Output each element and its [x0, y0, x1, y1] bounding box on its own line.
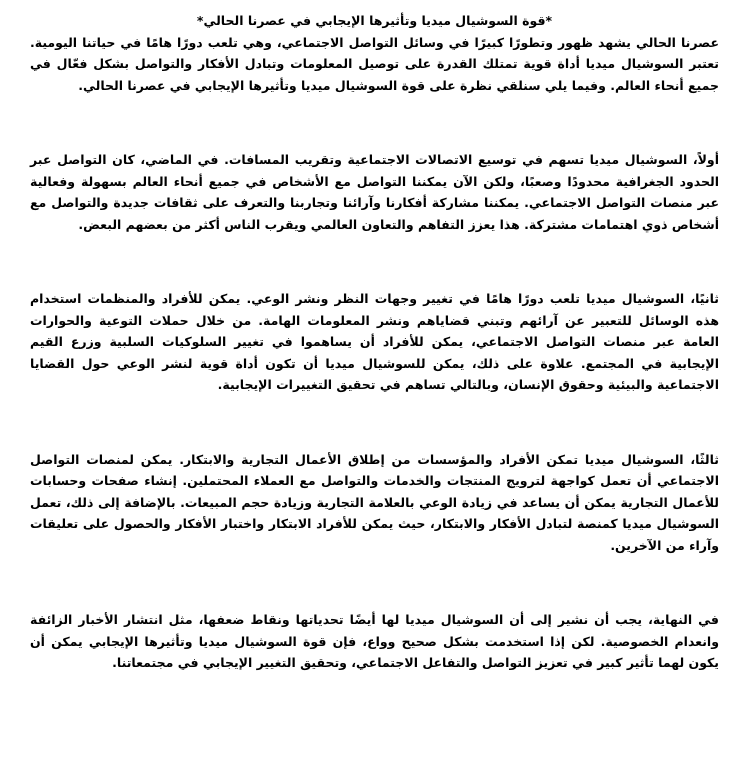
- document-title: *قوة السوشيال ميديا وتأثيرها الإيجابي في عصرنا الحالي*: [196, 13, 553, 28]
- paragraph-first-point: أولاً، السوشيال ميديا تسهم في توسيع الاتصالات الاجتماعية وتقريب المسافات. في الماضي، كان التواصل عبر الحدود الجغرافية محدودًا وصعبًا، ولكن الآن يمكننا التواصل مع الأشخاص في جميع أنحاء العالم بسهولة وفعالية عبر منصات التواصل الاجتماعي. يمكننا مشاركة أفكارنا وآرائنا وتجاربنا والتعرف على ثقافات جديدة والتواصل مع أشخاص ذوي اهتمامات مشتركة. هذا يعزز التفاهم والتعاون العالمي ويقرب الناس أكثر من بعضهم البعض.: [30, 152, 719, 232]
- document-body: [30, 10, 719, 674]
- paragraph-introduction: عصرنا الحالي يشهد ظهور وتطورًا كبيرًا في وسائل التواصل الاجتماعي، وهي تلعب دورًا هامًا في حياتنا اليومية. تعتبر السوشيال ميديا أداة قوية تمتلك القدرة على توصيل المعلومات وتبادل الأفكار والتواصل بشكل فعّال في جميع أنحاء العالم. وفيما يلي سنلقي نظرة على قوة السوشيال ميديا وتأثيرها الإيجابي في عصرنا الحالي.: [30, 34, 719, 93]
- paragraph-third-point: ثالثًا، السوشيال ميديا تمكن الأفراد والمؤسسات من إطلاق الأعمال التجارية والابتكار. يمكن لمنصات التواصل الاجتماعي أن تعمل كواجهة لترويج المنتجات والخدمات والتواصل مع العملاء المحتملين. إنشاء صفحات وحسابات للأعمال التجارية يمكن أن يساعد في زيادة الوعي بالعلامة التجارية وزيادة حجم المبيعات. بالإضافة إلى ذلك، تعمل السوشيال ميديا كمنصة لتبادل الأفكار والابتكار، حيث يمكن للأفراد الابتكار واختبار الأفكار والحصول على تعليقات وآراء من الآخرين.: [30, 451, 719, 553]
- paragraph-conclusion: في النهاية، يجب أن نشير إلى أن السوشيال ميديا لها أيضًا تحدياتها ونقاط ضعفها، مثل انتشار الأخبار الزائفة وانعدام الخصوصية. لكن إذا استخدمت بشكل صحيح وواع، فإن قوة السوشيال ميديا وتأثيرها الإيجابي يمكن أن يكون لهما تأثير كبير في تعزيز التواصل والتفاعل الاجتماعي، وتحقيق التغيير الإيجابي في مجتمعاتنا.: [30, 612, 719, 670]
- paragraph-second-point: ثانيًا، السوشيال ميديا تلعب دورًا هامًا في تغيير وجهات النظر ونشر الوعي. يمكن للأفراد والمنظمات استخدام هذه الوسائل للتعبير عن آرائهم وتبني قضاياهم ونشر المعلومات الهامة. من خلال حملات التوعية والحوارات العامة عبر منصات التواصل الاجتماعي، يمكن للأفراد أن يساهموا في تغيير السلوكيات السلبية وزرع القيم الإيجابية في المجتمع. علاوة على ذلك، يمكن للسوشيال ميديا أن تكون أداة قوية لنشر الوعي حول القضايا الاجتماعية والبيئية وحقوق الإنسان، وبالتالي تساهم في تحقيق التغييرات الإيجابية.: [30, 291, 719, 392]
